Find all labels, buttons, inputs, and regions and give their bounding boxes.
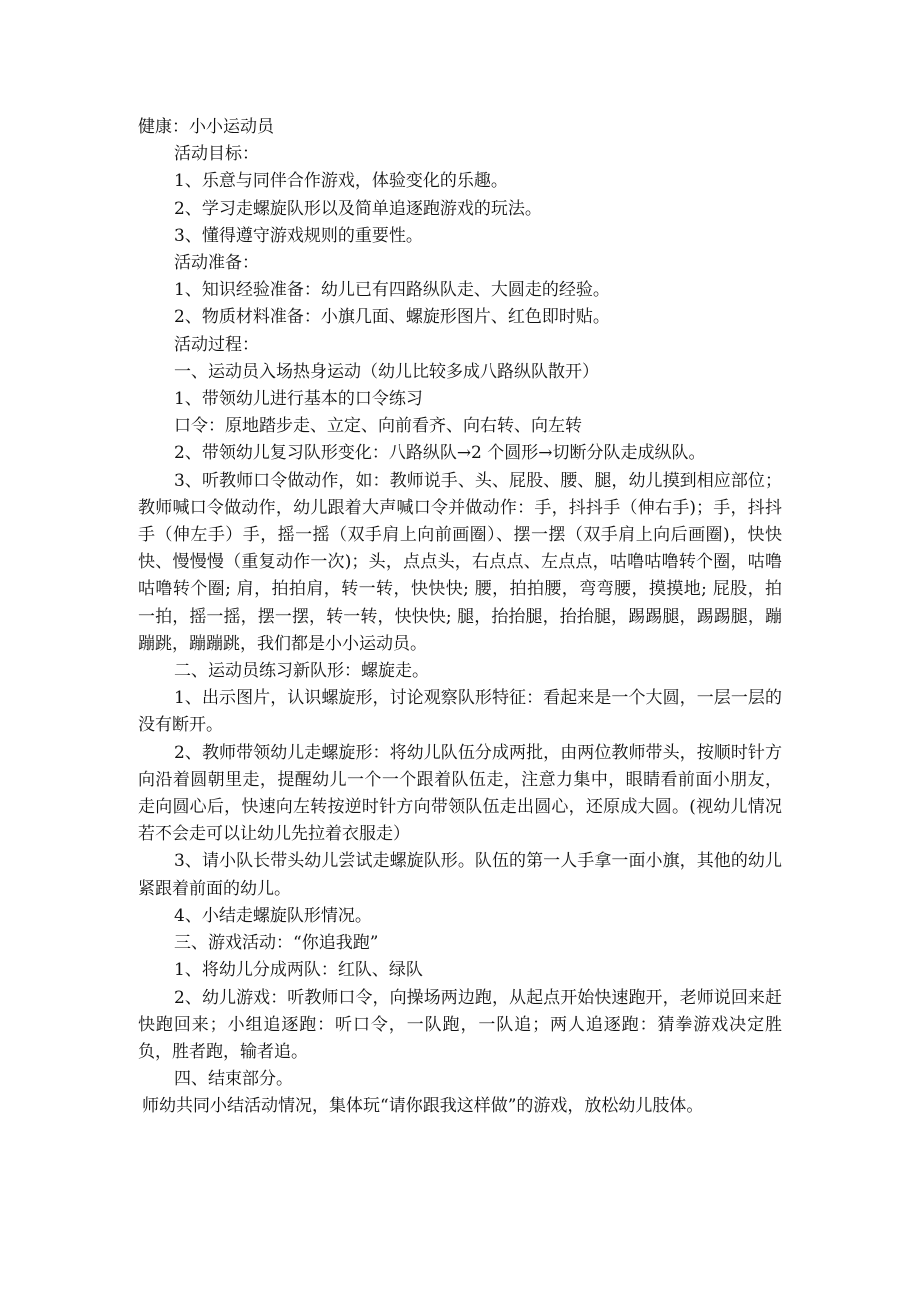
section-2-item-1: 1、出示图片，认识螺旋形，讨论观察队形特征：看起来是一个大圆，一层一层的没有断开。 [138,688,782,736]
closing-paragraph: 师幼共同小结活动情况，集体玩“请你跟我这样做”的游戏，放松幼儿肢体。 [142,1096,704,1117]
section-2-item-4: 4、小结走螺旋队形情况。 [174,905,372,926]
section-2-heading: 二、运动员练习新队形：螺旋走。 [174,661,429,682]
goal-item-1: 1、乐意与同伴合作游戏，体验变化的乐趣。 [174,171,508,192]
command-list: 口令：原地踏步走、立定、向前看齐、向右转、向左转 [174,416,582,437]
heading-preparation: 活动准备： [174,253,259,274]
section-1-heading: 一、运动员入场热身运动（幼儿比较多成八路纵队散开） [174,361,599,382]
section-2-item-3: 3、请小队长带头幼儿尝试走螺旋队形。队伍的第一人手拿一面小旗，其他的幼儿紧跟着前面的幼儿。 [138,851,782,899]
section-3-item-1: 1、将幼儿分成两队：红队、绿队 [174,960,423,981]
heading-process: 活动过程： [174,334,259,355]
section-4-heading: 四、结束部分。 [174,1069,293,1090]
section-2-item-2: 2、教师带领幼儿走螺旋形：将幼儿队伍分成两批，由两位教师带头，按顺时针方向沿着圆朝里走，提醒幼儿一个一个跟着队伍走，注意力集中，眼睛看前面小朋友，走向圆心后，快速向左转按逆时针方向带领队伍走出圆心，还原成大圆。(视幼儿情况若不会走可以让幼儿先拉着衣服走） [138,742,782,845]
section-3-item-2: 2、幼儿游戏：听教师口令，向操场两边跑，从起点开始快速跑开，老师说回来赶快跑回来；小组追逐跑：听口令，一队跑，一队追；两人追逐跑：猜拳游戏决定胜负，胜者跑，输者追。 [138,987,782,1062]
section-1-item-3: 3、听教师口令做动作，如：教师说手、头、屁股、腰、腿，幼儿摸到相应部位；教师喊口令做动作，幼儿跟着大声喊口令并做动作：手，抖抖手（伸右手)；手，抖抖手（伸左手）手，摇一摇（双手肩上向前画圈）、摆一摆（双手肩上向后画圈)，快快快、慢慢慢（重复动作一次)；头，点点头，右点点、左点点，咕噜咕噜转个圈，咕噜咕噜转个圈; 肩，拍拍肩，转一转，快快快; 腰，拍拍腰，弯弯腰，摸摸地; 屁股，拍一拍，摇一摇，摆一摆，转一转，快快快; 腿，抬抬腿，抬抬腿，踢踢腿，踢踢腿，蹦蹦跳，蹦蹦跳，我们都是小小运动员。 [138,470,782,654]
preparation-item-2: 2、物质材料准备：小旗几面、螺旋形图片、红色即时贴。 [174,307,610,328]
heading-goals: 活动目标： [174,144,259,165]
section-1-item-1: 1、带领幼儿进行基本的口令练习 [174,389,423,410]
section-1-item-2: 2、带领幼儿复习队形变化：八路纵队→2 个圆形→切断分队走成纵队。 [174,443,706,464]
goal-item-3: 3、懂得遵守游戏规则的重要性。 [174,225,423,246]
document-title: 健康：小小运动员 [138,117,274,137]
section-3-heading: 三、游戏活动：“你追我跑” [174,933,379,954]
preparation-item-1: 1、知识经验准备：幼儿已有四路纵队走、大圆走的经验。 [174,280,610,301]
document-body [138,114,782,1121]
goal-item-2: 2、学习走螺旋队形以及简单追逐跑游戏的玩法。 [174,198,542,219]
